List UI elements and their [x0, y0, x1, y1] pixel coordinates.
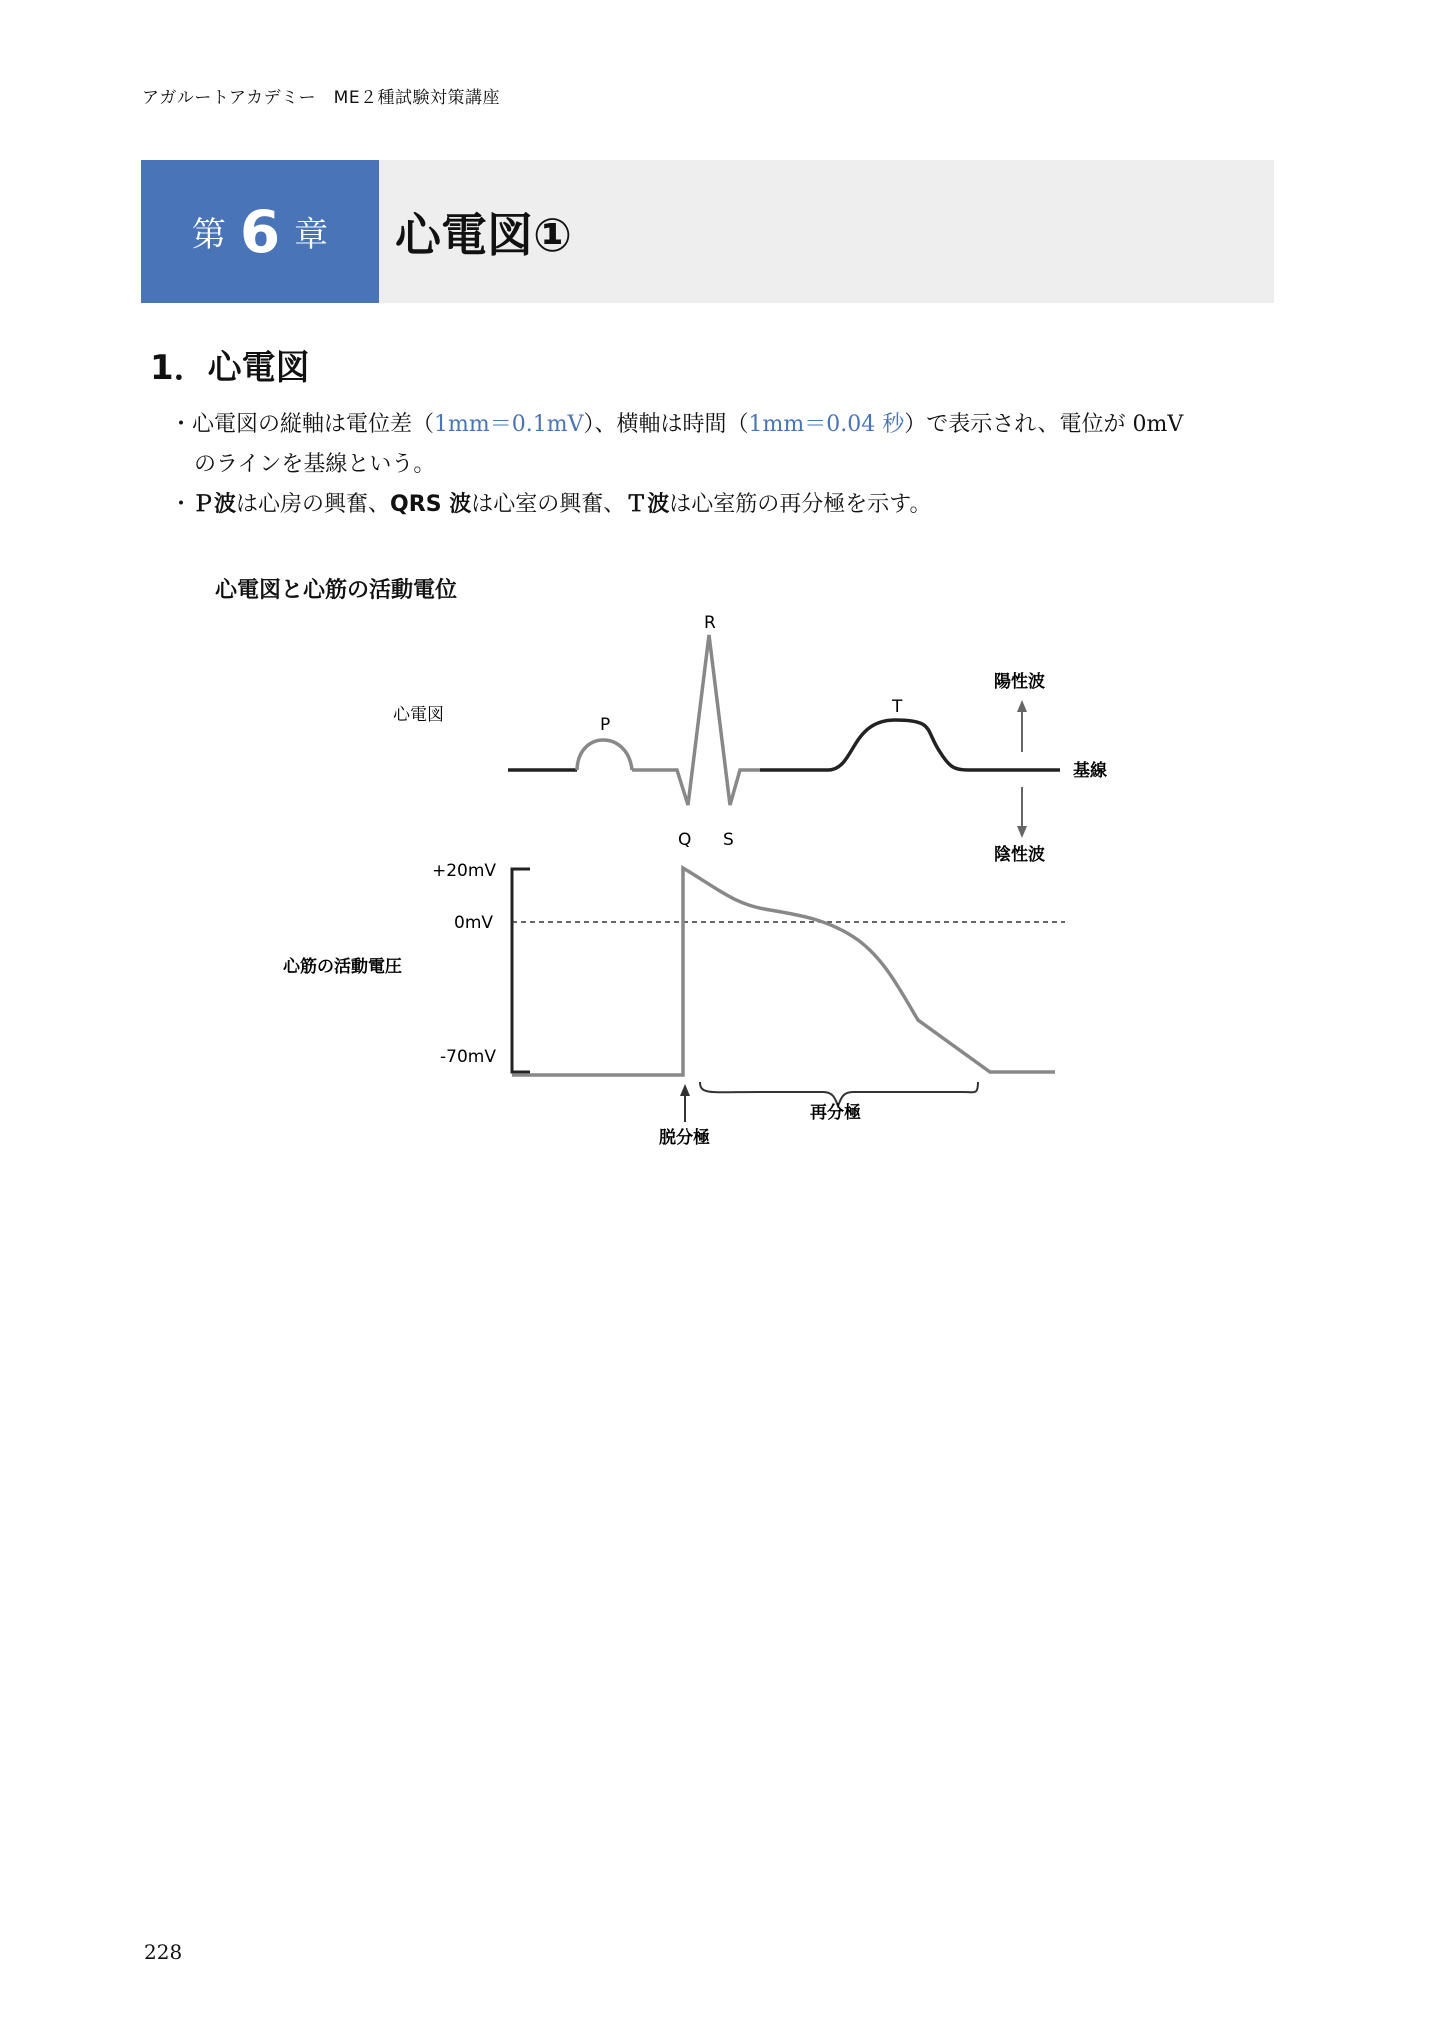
- p-wave-term: Ｐ波: [192, 492, 237, 517]
- bullet-text: のラインを基線という。: [194, 452, 436, 477]
- positive-wave-arrow: [1017, 700, 1027, 752]
- figure-title: 心電図と心筋の活動電位: [215, 578, 458, 603]
- t-wave-term: Ｔ波: [625, 492, 670, 517]
- s-wave-label: S: [723, 830, 734, 850]
- chapter-suffix: 章: [294, 215, 329, 255]
- chapter-prefix: 第: [191, 215, 226, 255]
- ap-y-axis-bracket: [512, 869, 530, 1072]
- ecg-p-wave: [577, 740, 632, 770]
- negative-wave-label: 陰性波: [994, 845, 1045, 865]
- bullet-text: は心房の興奮、: [236, 492, 391, 517]
- bullet-text: ・心電図の縦軸は電位差（: [170, 412, 435, 437]
- section-title: 1．心電図: [150, 348, 310, 388]
- chapter-number: 6: [239, 197, 281, 266]
- negative-wave-arrow: [1017, 787, 1027, 838]
- bullet-text: ）で表示され、電位が 0mV: [904, 412, 1184, 437]
- positive-wave-label: 陽性波: [994, 672, 1045, 692]
- page-number: 228: [144, 1940, 183, 1964]
- ap-y-label-zero: 0mV: [454, 913, 494, 933]
- action-potential-curve: [512, 868, 1055, 1075]
- r-wave-label: R: [704, 613, 716, 633]
- qrs-wave-term: QRS 波: [390, 492, 472, 517]
- bullet-text: ）、横軸は時間（: [583, 412, 749, 437]
- ap-y-label-bottom: -70mV: [440, 1047, 496, 1067]
- depolarization-arrow: [680, 1084, 690, 1122]
- repolarization-label: 再分極: [810, 1103, 861, 1123]
- ecg-label: 心電図: [393, 705, 444, 725]
- running-header: アガルートアカデミー ME２種試験対策講座: [142, 88, 501, 108]
- p-wave-label: P: [600, 715, 611, 735]
- chapter-title: 心電図①: [395, 207, 572, 262]
- ecg-st-and-t-wave: [760, 720, 1060, 770]
- t-wave-label: T: [892, 697, 903, 717]
- depolarization-label: 脱分極: [659, 1128, 710, 1148]
- voltage-scale: 1mm＝0.1mV: [434, 412, 584, 437]
- q-wave-label: Q: [678, 830, 692, 850]
- bullet-text: は心室筋の再分極を示す。: [669, 492, 932, 517]
- baseline-label: 基線: [1073, 761, 1107, 781]
- bullet-text: は心室の興奮、: [471, 492, 626, 517]
- ap-label: 心筋の活動電圧: [283, 957, 402, 977]
- ap-y-label-top: +20mV: [432, 861, 497, 881]
- time-scale: 1mm＝0.04 秒: [748, 412, 905, 437]
- ecg-qrs-complex: [632, 635, 760, 805]
- bullet-text: ・: [170, 492, 193, 517]
